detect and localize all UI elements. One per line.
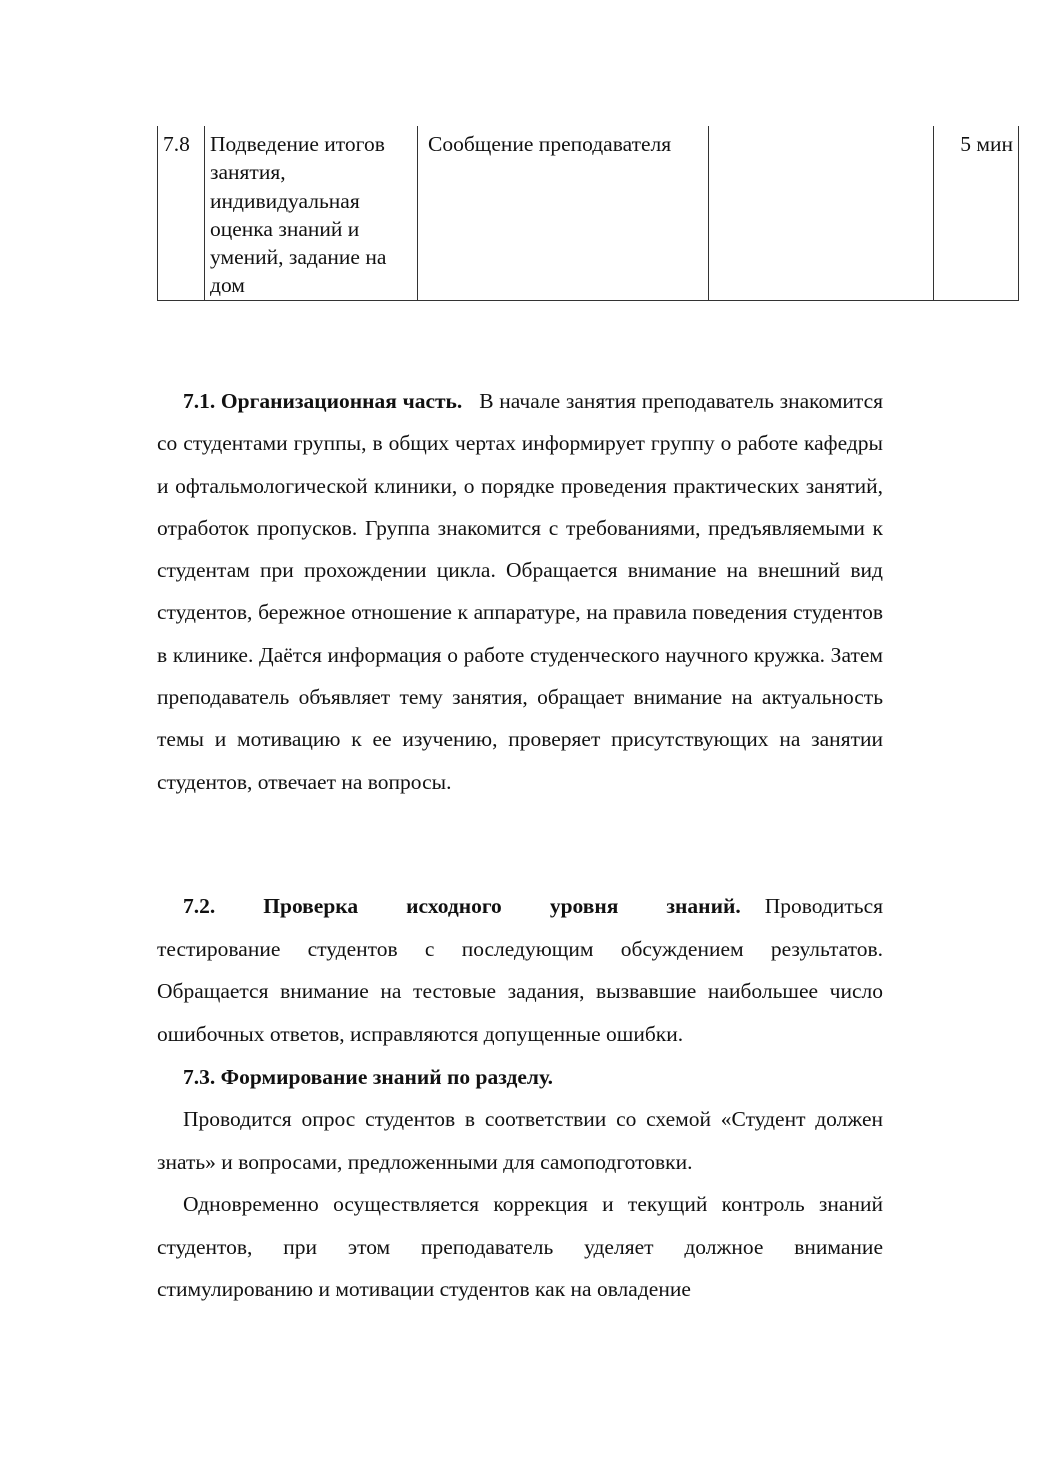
section-7-2-heading: 7.2. Проверка исходного уровня знаний. xyxy=(183,894,741,918)
table-row xyxy=(158,126,1019,300)
time-cell: 5 мин xyxy=(934,126,1019,300)
section-7-2-text: Проводиться тестирование студентов с последующим обсуждением результатов. Обращается внимание на тестовые задания, вызвавшие наибольшее число ошибочных ответов, исправляются допущенные ошибки. xyxy=(157,894,884,1046)
section-7-1-heading: 7.1. Организационная часть. xyxy=(183,389,463,413)
lesson-plan-table xyxy=(157,126,1019,301)
section-7-3-heading: 7.3. Формирование знаний по разделу. xyxy=(183,1065,553,1089)
section-7-3-paragraph-2: Одновременно осуществляется коррекция и текущий контроль знаний студентов, при этом преподаватель уделяет должное внимание стимулированию и мотивации студентов как на овладение xyxy=(157,1192,883,1301)
section-7-2-paragraph xyxy=(157,885,883,1055)
section-7-1-text: В начале занятия преподаватель знакомится со студентами группы, в общих чертах информирует группу о работе кафедры и офтальмологической клиники, о порядке проведения практических занятий, отработок пропусков. Группа знакомится с требованиями, предъявляемыми к студентам при прохождении цикла. Обращается внимание на внешний вид студентов, бережное отношение к аппаратуре, на правила поведения студентов в клинике. Даётся информация о работе студенческого научного кружка. Затем преподаватель объявляет тему занятия, обращает внимание на актуальность темы и мотивацию к ее изучению, проверяет присутствующих на занятии студентов, отвечает на вопросы. xyxy=(157,389,884,794)
section-7-1-paragraph xyxy=(157,380,883,803)
equipment-cell xyxy=(709,126,934,300)
row-number-cell: 7.8 xyxy=(158,126,205,300)
method-cell: Сообщение преподавателя xyxy=(418,126,709,300)
section-7-3-heading-line xyxy=(157,1056,883,1099)
stage-cell: Подведение итогов занятия, индивидуальная оценка знаний и умений, задание на дом xyxy=(205,126,418,300)
section-7-3-paragraph-1: Проводится опрос студентов в соответствии со схемой «Студент должен знать» и вопросами, предложенными для самоподготовки. xyxy=(157,1107,883,1174)
